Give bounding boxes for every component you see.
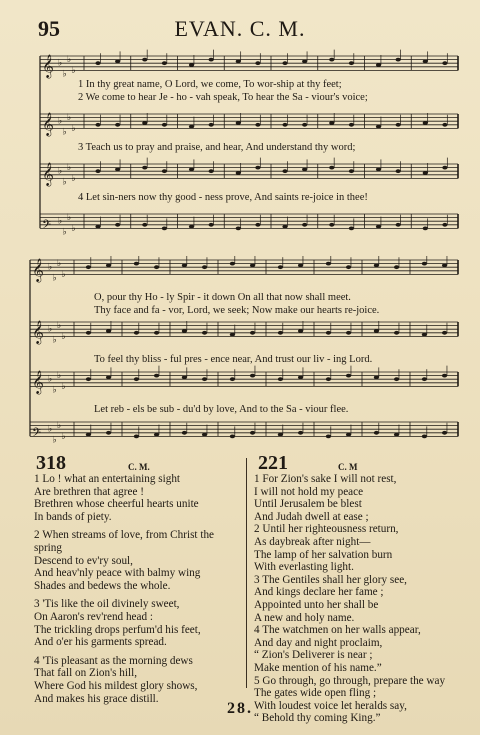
note-head-icon — [376, 168, 381, 172]
note-head-icon — [202, 377, 207, 381]
hymn-221-number: 221 — [258, 452, 288, 474]
note-head-icon — [182, 329, 187, 333]
note-head-icon — [154, 331, 159, 335]
flat-sign-icon: ♭ — [58, 116, 63, 127]
note-head-icon — [106, 264, 111, 268]
treble-clef-icon: 𝄞 — [32, 319, 44, 344]
flat-sign-icon: ♭ — [71, 173, 76, 184]
note-head-icon — [442, 374, 447, 378]
note-head-icon — [374, 264, 379, 268]
note-head-icon — [442, 331, 447, 335]
note-head-icon — [189, 63, 194, 67]
verse-line: Descend to ev'ry soul, — [34, 554, 133, 567]
note-head-icon — [162, 227, 167, 231]
note-head-icon — [230, 377, 235, 381]
verse-line: 4 'Tis pleasant as the morning dews — [34, 654, 193, 667]
note-head-icon — [282, 225, 287, 229]
note-head-icon — [86, 433, 91, 437]
verse-line: “ Behold thy coming King.” — [254, 712, 381, 725]
note-head-icon — [423, 121, 428, 125]
note-head-icon — [162, 61, 167, 65]
verse-line: 3 The Gentiles shall her glory see, — [254, 573, 407, 586]
note-head-icon — [298, 431, 303, 435]
note-head-icon — [154, 374, 159, 378]
flat-sign-icon: ♭ — [57, 321, 62, 331]
note-head-icon — [422, 377, 427, 381]
note-head-icon — [95, 225, 100, 229]
verse-line: And kings declare her fame ; — [254, 586, 384, 599]
verse-line: 5 Go through, go through, prepare the way — [254, 674, 446, 687]
note-head-icon — [255, 166, 260, 170]
flat-sign-icon: ♭ — [57, 371, 62, 381]
note-head-icon — [422, 262, 427, 266]
note-head-icon — [302, 223, 307, 227]
hymn-318-text — [34, 473, 214, 705]
flat-sign-icon: ♭ — [52, 335, 57, 346]
flat-sign-icon: ♭ — [58, 58, 63, 69]
flat-sign-icon: ♭ — [61, 269, 66, 280]
note-head-icon — [142, 121, 147, 125]
note-head-icon — [346, 265, 351, 269]
lyric-verse-4-cont: Let reb - els be sub - du'd by love, And to the Sa - viour flee. — [94, 404, 349, 415]
note-head-icon — [189, 125, 194, 129]
flat-sign-icon: ♭ — [71, 223, 76, 234]
note-head-icon — [422, 435, 427, 439]
bass-clef-icon: 𝄢 — [32, 426, 42, 443]
note-head-icon — [95, 123, 100, 127]
hymn-221-text — [254, 473, 445, 725]
verse-line: 4 The watchmen on her walls appear, — [254, 624, 421, 637]
note-head-icon — [396, 169, 401, 173]
note-head-icon — [162, 123, 167, 127]
note-head-icon — [423, 60, 428, 64]
flat-sign-icon: ♭ — [62, 177, 67, 188]
hymn-221-meter: C. M — [338, 462, 358, 472]
verse-line: Make mention of his name.” — [254, 661, 382, 674]
verse-line: “ Zion's Deliverer is near ; — [254, 649, 373, 662]
flat-sign-icon: ♭ — [62, 69, 67, 80]
lyric-verse-1-cont: O, pour thy Ho - ly Spir - it down On all that now shall meet. — [94, 292, 351, 303]
note-head-icon — [236, 171, 241, 175]
verse-line: And makes his grace distill. — [34, 692, 159, 705]
note-head-icon — [349, 227, 354, 231]
note-head-icon — [302, 123, 307, 127]
verse-line: I will not hold my peace — [254, 485, 364, 498]
note-head-icon — [134, 331, 139, 335]
verse-line: 1 For Zion's sake I will not rest, — [254, 473, 397, 485]
note-head-icon — [255, 61, 260, 65]
note-head-icon — [423, 171, 428, 175]
tune-title: EVAN. C. M. — [174, 16, 306, 41]
note-head-icon — [250, 331, 255, 335]
note-head-icon — [255, 123, 260, 127]
note-head-icon — [142, 58, 147, 62]
note-head-icon — [134, 377, 139, 381]
flat-sign-icon: ♭ — [52, 385, 57, 396]
note-head-icon — [86, 377, 91, 381]
flat-sign-icon: ♭ — [67, 213, 72, 223]
note-head-icon — [230, 262, 235, 266]
flat-sign-icon: ♭ — [67, 55, 72, 65]
note-head-icon — [189, 168, 194, 172]
note-head-icon — [396, 223, 401, 227]
verse-line: The lamp of her salvation burn — [254, 548, 393, 561]
note-head-icon — [346, 433, 351, 437]
flat-sign-icon: ♭ — [62, 127, 67, 138]
note-head-icon — [106, 431, 111, 435]
verse-line: And heav'nly peace with balmy wing — [34, 567, 201, 580]
verse-line: Shades and bedews the whole. — [34, 579, 171, 592]
verse-line: With loudest voice let heralds say, — [254, 699, 407, 712]
flat-sign-icon: ♭ — [61, 431, 66, 442]
note-head-icon — [209, 123, 214, 127]
note-head-icon — [349, 169, 354, 173]
column-divider — [246, 458, 247, 688]
note-head-icon — [278, 265, 283, 269]
page-hymn-number: 95 — [38, 16, 60, 41]
note-head-icon — [298, 376, 303, 380]
note-head-icon — [250, 374, 255, 378]
note-head-icon — [230, 333, 235, 337]
verse-line: 2 Until her righteousness return, — [254, 523, 399, 536]
note-head-icon — [394, 331, 399, 335]
note-head-icon — [394, 377, 399, 381]
note-head-icon — [115, 223, 120, 227]
verse-line: And Judah dwell at ease ; — [254, 510, 369, 523]
note-head-icon — [346, 331, 351, 335]
flat-sign-icon: ♭ — [58, 166, 63, 177]
verse-line: spring — [34, 541, 62, 554]
note-head-icon — [115, 168, 120, 172]
flat-sign-icon: ♭ — [57, 421, 62, 431]
note-head-icon — [396, 58, 401, 62]
verse-line: And o'er his garments spread. — [34, 636, 167, 649]
note-head-icon — [442, 166, 447, 170]
note-head-icon — [86, 265, 91, 269]
note-head-icon — [209, 169, 214, 173]
note-head-icon — [346, 374, 351, 378]
note-head-icon — [442, 264, 447, 268]
bass-clef-icon: 𝄢 — [42, 218, 52, 235]
note-head-icon — [115, 123, 120, 127]
verse-line: A new and holy name. — [254, 611, 355, 624]
note-head-icon — [86, 331, 91, 335]
note-head-icon — [396, 123, 401, 127]
flat-sign-icon: ♭ — [71, 65, 76, 76]
note-head-icon — [230, 435, 235, 439]
note-head-icon — [349, 61, 354, 65]
verse-line: The trickling drops perfum'd his feet, — [34, 623, 201, 636]
note-head-icon — [106, 376, 111, 380]
note-head-icon — [329, 223, 334, 227]
note-head-icon — [326, 377, 331, 381]
note-head-icon — [134, 435, 139, 439]
note-head-icon — [374, 431, 379, 435]
note-head-icon — [202, 265, 207, 269]
flat-sign-icon: ♭ — [58, 216, 63, 227]
note-head-icon — [376, 125, 381, 129]
note-head-icon — [134, 262, 139, 266]
flat-sign-icon: ♭ — [71, 123, 76, 134]
flat-sign-icon: ♭ — [62, 227, 67, 238]
note-head-icon — [209, 58, 214, 62]
verse-line: That fall on Zion's hill, — [34, 667, 137, 680]
flat-sign-icon: ♭ — [61, 331, 66, 342]
note-head-icon — [282, 61, 287, 65]
verse-line: Are brethren that agree ! — [34, 485, 144, 498]
note-head-icon — [282, 123, 287, 127]
verse-line: Where God his mildest glory shows, — [34, 679, 198, 692]
note-head-icon — [374, 329, 379, 333]
note-head-icon — [423, 227, 428, 231]
note-head-icon — [422, 333, 427, 337]
lyric-verse-3: 3 Teach us to pray and praise, and hear, And understand thy word; — [78, 142, 356, 153]
note-head-icon — [374, 376, 379, 380]
note-head-icon — [95, 169, 100, 173]
flat-sign-icon: ♭ — [48, 424, 53, 435]
lyric-verse-4: 4 Let sin-ners now thy good - ness prove, And saints re-joice in thee! — [78, 192, 368, 203]
note-head-icon — [236, 60, 241, 64]
note-head-icon — [394, 433, 399, 437]
note-head-icon — [326, 435, 331, 439]
note-head-icon — [255, 223, 260, 227]
note-head-icon — [442, 431, 447, 435]
note-head-icon — [236, 121, 241, 125]
treble-clef-icon: 𝄞 — [32, 257, 44, 282]
note-head-icon — [302, 60, 307, 64]
verse-line: 3 'Tis like the oil divinely sweet, — [34, 598, 180, 611]
note-head-icon — [376, 63, 381, 67]
verse-line: Appointed unto her shall be — [254, 598, 379, 611]
note-head-icon — [278, 377, 283, 381]
note-head-icon — [298, 329, 303, 333]
verse-line: And day and night proclaim, — [254, 636, 383, 649]
flat-sign-icon: ♭ — [52, 435, 57, 446]
note-head-icon — [442, 61, 447, 65]
note-head-icon — [282, 169, 287, 173]
flat-sign-icon: ♭ — [48, 262, 53, 273]
note-head-icon — [202, 331, 207, 335]
note-head-icon — [182, 376, 187, 380]
note-head-icon — [302, 168, 307, 172]
verse-line: The gates wide open fling ; — [254, 687, 377, 700]
note-head-icon — [209, 223, 214, 227]
note-head-icon — [154, 433, 159, 437]
treble-clef-icon: 𝄞 — [32, 369, 44, 394]
page-folio: 28. — [227, 700, 253, 717]
note-head-icon — [182, 431, 187, 435]
flat-sign-icon: ♭ — [48, 324, 53, 335]
flat-sign-icon: ♭ — [67, 113, 72, 123]
note-head-icon — [329, 58, 334, 62]
verse-line: 2 When streams of love, from Christ the — [34, 529, 214, 542]
flat-sign-icon: ♭ — [67, 163, 72, 173]
lyric-verse-2-cont: Thy face and fa - vor, Lord, we seek; Now make our hearts re-joice. — [94, 305, 380, 316]
note-head-icon — [278, 433, 283, 437]
note-head-icon — [162, 169, 167, 173]
note-head-icon — [329, 121, 334, 125]
verse-line: 1 Lo ! what an entertaining sight — [34, 473, 181, 485]
note-head-icon — [442, 123, 447, 127]
verse-line: In bands of piety. — [34, 510, 112, 523]
note-head-icon — [329, 166, 334, 170]
note-head-icon — [115, 60, 120, 64]
note-head-icon — [106, 329, 111, 333]
verse-line: With everlasting light. — [254, 561, 354, 574]
note-head-icon — [250, 431, 255, 435]
note-head-icon — [326, 262, 331, 266]
note-head-icon — [394, 265, 399, 269]
lyric-verse-2: 2 We come to hear Je - ho - vah speak, To hear the Sa - viour's voice; — [78, 92, 368, 103]
verse-line: As daybreak after night— — [254, 535, 371, 548]
note-head-icon — [189, 225, 194, 229]
verse-line: On Aaron's rev'rend head : — [34, 610, 153, 623]
lyric-verse-3-cont: To feel thy bliss - ful pres - ence near, And trust our liv - ing Lord. — [94, 354, 373, 365]
note-head-icon — [142, 166, 147, 170]
flat-sign-icon: ♭ — [52, 273, 57, 284]
treble-clef-icon: 𝄞 — [42, 53, 54, 78]
verse-line: Brethren whose cheerful hearts unite — [34, 498, 199, 511]
note-head-icon — [376, 225, 381, 229]
hymn-318-meter: C. M. — [128, 462, 150, 472]
note-head-icon — [442, 223, 447, 227]
treble-clef-icon: 𝄞 — [42, 161, 54, 186]
note-head-icon — [236, 227, 241, 231]
note-head-icon — [278, 331, 283, 335]
flat-sign-icon: ♭ — [61, 381, 66, 392]
flat-sign-icon: ♭ — [57, 259, 62, 269]
lyric-verse-1: 1 In thy great name, O Lord, we come, To wor-ship at thy feet; — [78, 79, 342, 90]
hymn-318-number: 318 — [36, 452, 66, 474]
note-head-icon — [95, 61, 100, 65]
note-head-icon — [326, 331, 331, 335]
note-head-icon — [298, 264, 303, 268]
note-head-icon — [142, 223, 147, 227]
note-head-icon — [349, 123, 354, 127]
treble-clef-icon: 𝄞 — [42, 111, 54, 136]
verse-line: Until Jerusalem be blest — [254, 498, 362, 511]
note-head-icon — [182, 264, 187, 268]
note-head-icon — [202, 433, 207, 437]
flat-sign-icon: ♭ — [48, 374, 53, 385]
note-head-icon — [250, 264, 255, 268]
note-head-icon — [154, 265, 159, 269]
